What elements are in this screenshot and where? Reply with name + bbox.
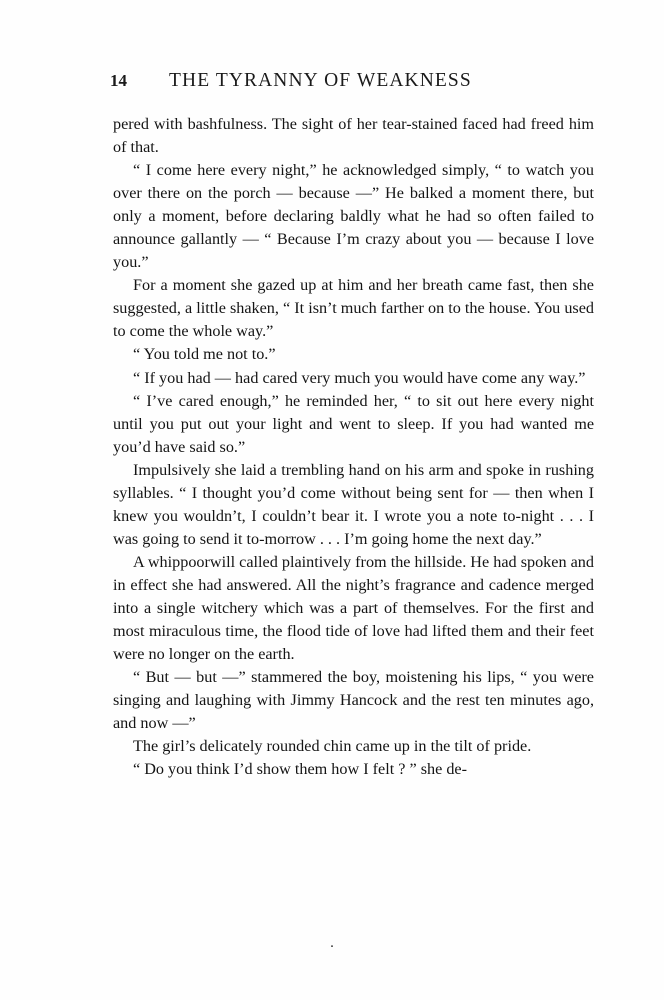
- footer-mark: .: [330, 935, 334, 951]
- page-body: [113, 113, 594, 781]
- page-header: [110, 70, 590, 92]
- page-number: 14: [110, 71, 127, 90]
- paragraph: “ I’ve cared enough,” he reminded her, “ to sit out here every night until you put out your light and went to sleep. If you had wanted me you’d have said so.”: [113, 391, 594, 456]
- paragraph: “ I come here every night,” he acknowledged simply, “ to watch you over there on the porch — because —” He balked a moment there, but only a moment, before declaring baldly what he had so often failed to announce gallantly — “ Because I’m crazy about you — because I love you.”: [113, 161, 594, 272]
- paragraph: “ But — but —” stammered the boy, moistening his lips, “ you were singing and laughing with Jimmy Hancock and the rest ten minutes ago, and now —”: [113, 668, 594, 733]
- paragraph: pered with bashfulness. The sight of her tear-stained faced had freed him of that.: [113, 115, 594, 157]
- paragraph: For a moment she gazed up at him and her breath came fast, then she suggested, a little shaken, “ It isn’t much farther on to the house. You used to come the whole way.”: [113, 276, 594, 341]
- paragraph: Impulsively she laid a trembling hand on his arm and spoke in rushing syllables. “ I thought you’d come without being sent for — then when I knew you wouldn’t, I couldn’t bear it. I wrote you a note to-night . . . I was going to send it to-morrow . . . I’m going home the next day.”: [113, 460, 594, 548]
- running-title: THE TYRANNY OF WEAKNESS: [169, 70, 472, 91]
- paragraph: The girl’s delicately rounded chin came up in the tilt of pride.: [133, 737, 532, 756]
- paragraph: “ If you had — had cared very much you would have come any way.”: [133, 368, 586, 387]
- paragraph: A whippoorwill called plaintively from the hillside. He had spoken and in effect she had answered. All the night’s fragrance and cadence merged into a single witchery which was a part of themselves. For the first and most miraculous time, the flood tide of love had lifted them and their feet were no longer on the earth.: [113, 552, 594, 664]
- paragraph: “ Do you think I’d show them how I felt ? ” she de-: [133, 760, 468, 779]
- paragraph: “ You told me not to.”: [133, 345, 276, 364]
